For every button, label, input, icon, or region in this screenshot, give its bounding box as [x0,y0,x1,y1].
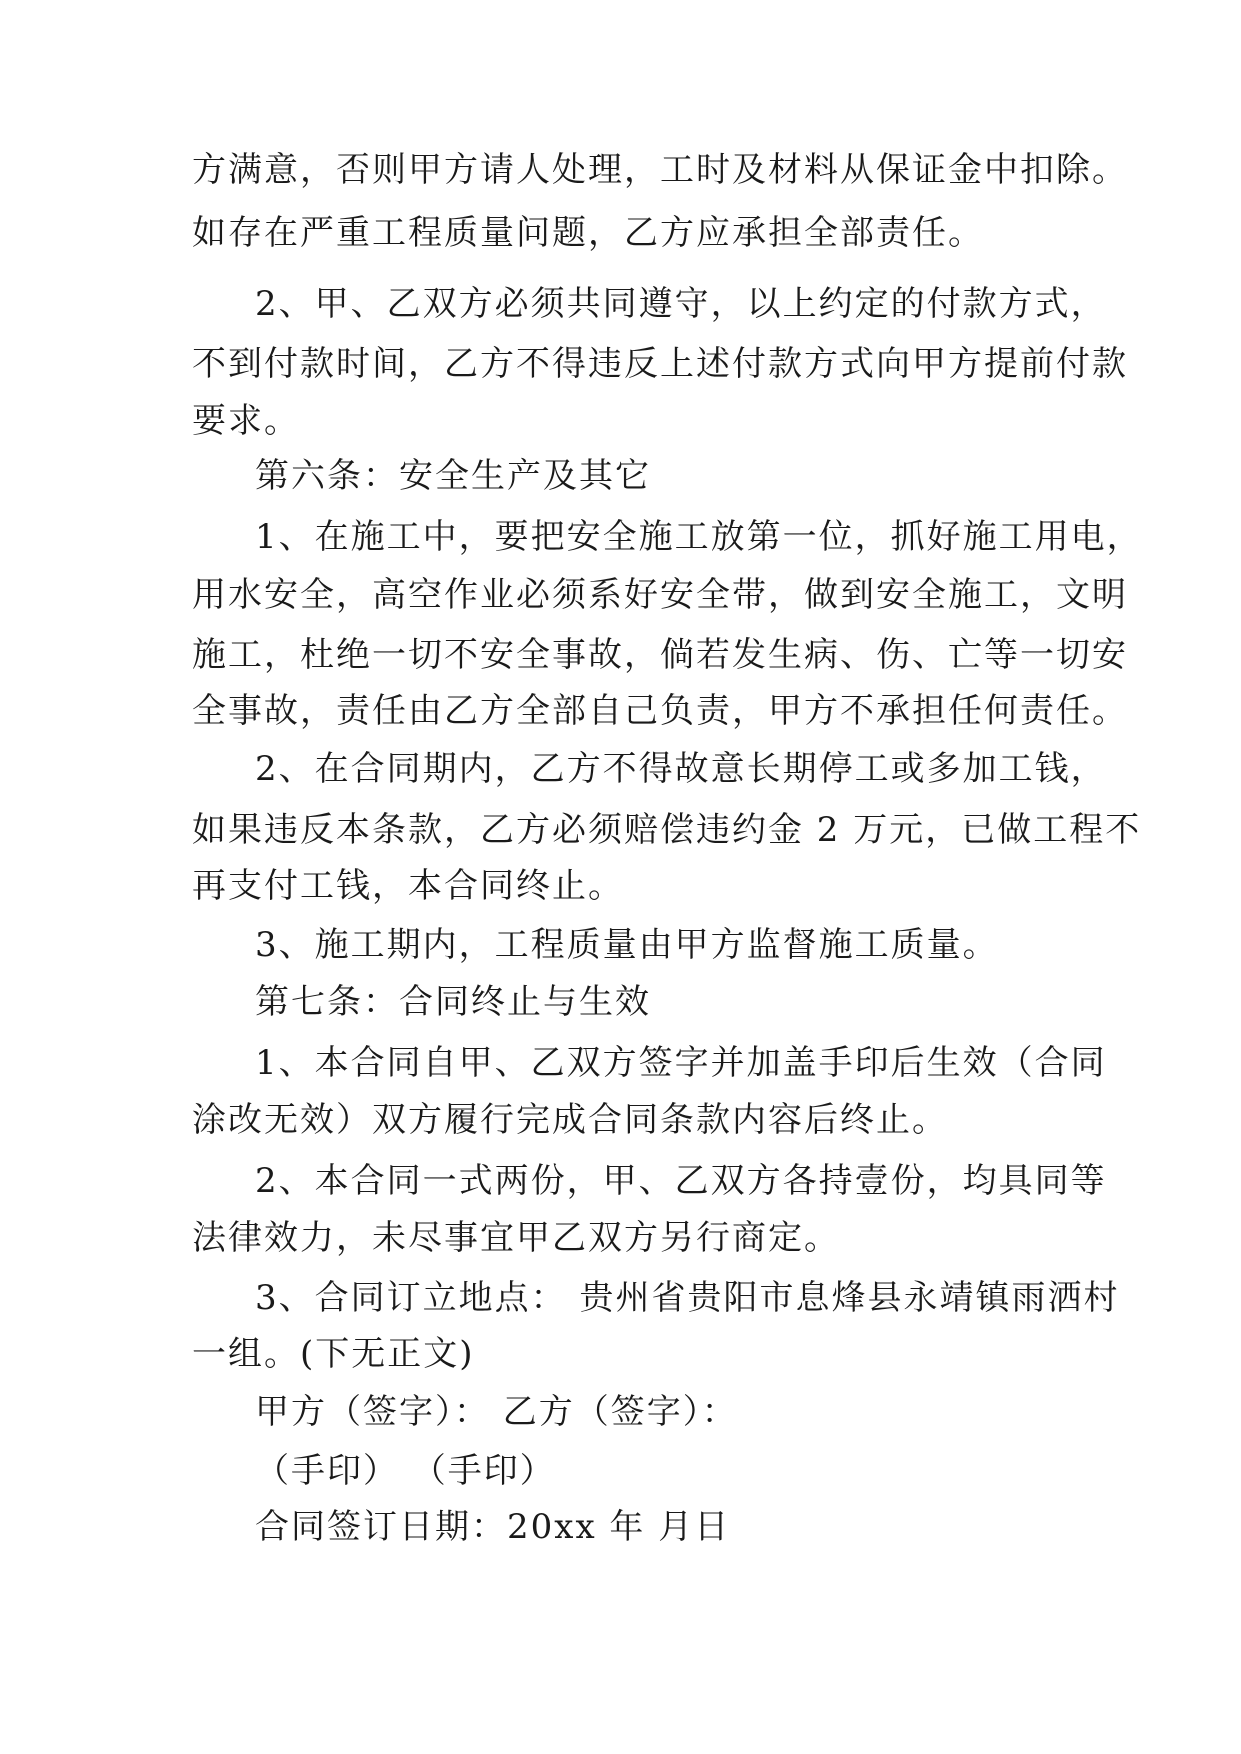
text-line: 1、在施工中，要把安全施工放第一位，抓好施工用电， [255,517,1143,557]
text-line: 2、本合同一式两份，甲、乙双方各持壹份，均具同等 [255,1161,1107,1201]
signature-line: 甲方（签字）： 乙方（签字）： [255,1392,738,1432]
signing-date: 合同签订日期：20xx 年 月日 [255,1507,731,1547]
fingerprint-line: （手印） （手印） [255,1451,556,1491]
section-heading: 第七条：合同终止与生效 [255,982,651,1022]
section-heading: 第六条：安全生产及其它 [255,456,651,496]
text-line: 3、施工期内，工程质量由甲方监督施工质量。 [255,925,999,965]
text-line: 如果违反本条款，乙方必须赔偿违约金 2 万元，已做工程不 [192,810,1142,850]
text-line: 要求。 [192,401,300,441]
text-line: 2、在合同期内，乙方不得故意长期停工或多加工钱， [255,749,1107,789]
text-line: 方满意，否则甲方请人处理，工时及材料从保证金中扣除。 [192,150,1128,190]
text-line: 3、合同订立地点： 贵州省贵阳市息烽县永靖镇雨洒村 [255,1278,1120,1318]
text-line: 一组。(下无正文) [192,1334,475,1374]
text-line: 用水安全，高空作业必须系好安全带，做到安全施工，文明 [192,575,1128,615]
text-line: 1、本合同自甲、乙双方签字并加盖手印后生效（合同 [255,1043,1107,1083]
text-line: 再支付工钱，本合同终止。 [192,866,624,906]
text-line: 涂改无效）双方履行完成合同条款内容后终止。 [192,1100,948,1140]
text-line: 2、甲、乙双方必须共同遵守，以上约定的付款方式， [255,284,1107,324]
text-line: 全事故，责任由乙方全部自己负责，甲方不承担任何责任。 [192,691,1128,731]
text-line: 施工，杜绝一切不安全事故，倘若发生病、伤、亡等一切安 [192,635,1128,675]
text-line: 法律效力，未尽事宜甲乙双方另行商定。 [192,1218,840,1258]
text-line: 如存在严重工程质量问题，乙方应承担全部责任。 [192,213,984,253]
text-line: 不到付款时间，乙方不得违反上述付款方式向甲方提前付款 [192,344,1128,384]
